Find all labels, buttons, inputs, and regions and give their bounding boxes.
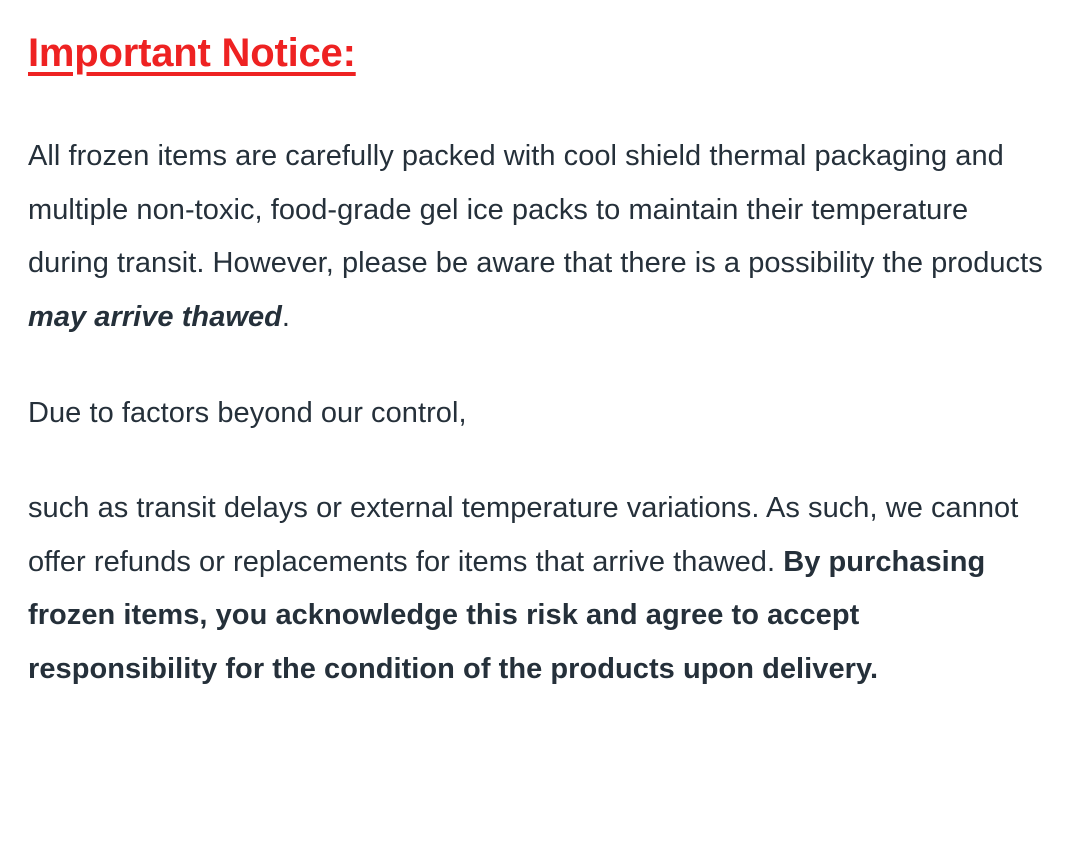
packaging-paragraph xyxy=(28,130,1050,345)
packaging-text-run-2: . xyxy=(281,300,291,333)
liability-paragraph xyxy=(28,482,1050,697)
page-title: Important Notice: xyxy=(28,31,356,75)
factors-text-run: Due to factors beyond our control, xyxy=(28,396,467,429)
packaging-emphasis-run: may arrive thawed xyxy=(28,300,282,333)
packaging-text-run-1: All frozen items are carefully packed with cool shield thermal packaging and multiple non-toxic, food-grade gel ice packs to maintain their temperature during transit. However, please be aware that there is a possibility the products xyxy=(28,140,1043,280)
factors-paragraph xyxy=(28,387,1050,441)
liability-emphasis-run: By purchasing frozen items, you acknowledge this risk and agree to accept responsibility for the condition of the products upon delivery. xyxy=(28,545,986,686)
liability-text-run: such as transit delays or external temperature variations. As such, we cannot offer refunds or replacements for items that arrive thawed. xyxy=(28,492,1019,578)
